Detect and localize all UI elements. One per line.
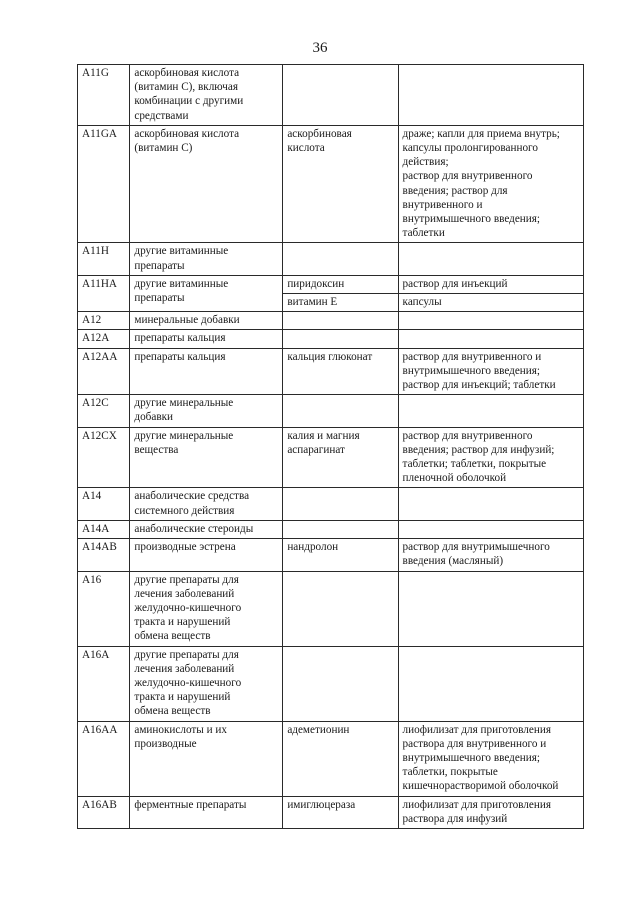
atc-code-cell: A11GA — [78, 125, 130, 243]
pharmacological-group-cell: другие препараты для лечения заболеваний желудочно-кишечного тракта и нарушений обмена веществ — [130, 571, 283, 646]
drug-name-cell — [283, 348, 398, 395]
dosage-form-cell — [398, 348, 583, 395]
drug-name: витамин Е — [283, 293, 397, 309]
pharmacological-group-cell: другие препараты для лечения заболеваний желудочно-кишечного тракта и нарушений обмена веществ — [130, 646, 283, 721]
drug-name-cell — [283, 520, 398, 538]
atc-code-cell: A12AA — [78, 348, 130, 395]
atc-code-cell: A11G — [78, 65, 130, 126]
pharmacological-group-cell: минеральные добавки — [130, 312, 283, 330]
atc-code-cell: A12CX — [78, 427, 130, 488]
dosage-form: драже; капли для приема внутрь; капсулы пролонгированного действия; раствор для внутривенного введения; раствор для внутривенного и внутримышечного введения; таблетки — [402, 127, 560, 240]
table-body — [78, 65, 584, 829]
table-row — [78, 488, 584, 520]
table-row — [78, 721, 584, 796]
dosage-form-cell — [398, 796, 583, 828]
atc-code-cell: A11H — [78, 243, 130, 275]
atc-code-cell: A12A — [78, 330, 130, 348]
atc-code-cell: A16 — [78, 571, 130, 646]
pharmacological-group-cell: производные эстрена — [130, 539, 283, 571]
drug-name: аскорбиновая кислота — [287, 127, 352, 155]
dosage-form-cell — [398, 646, 583, 721]
drug-name: нандролон — [287, 541, 339, 554]
table-row — [78, 243, 584, 275]
dosage-form: раствор для инъекций — [402, 277, 508, 290]
dosage-form-cell — [398, 427, 583, 488]
drug-name: пиридоксин — [287, 277, 345, 290]
dosage-form-cell — [398, 488, 583, 520]
table-row — [78, 427, 584, 488]
dosage-form-cell — [398, 275, 583, 311]
table-row — [78, 330, 584, 348]
atc-code-cell: A12 — [78, 312, 130, 330]
atc-code-cell: A12C — [78, 395, 130, 427]
atc-code-cell: A14A — [78, 520, 130, 538]
pharmacological-group-cell: препараты кальция — [130, 348, 283, 395]
drug-name: имиглюцераза — [287, 798, 356, 811]
pharmacological-group-cell: другие витаминные препараты — [130, 275, 283, 311]
drug-name-cell — [283, 330, 398, 348]
dosage-form: раствор для внутривенного и внутримышечного введения; раствор для инъекций; таблетки — [402, 350, 556, 392]
drug-name-cell — [283, 721, 398, 796]
drug-name-cell — [283, 65, 398, 126]
pharmacological-group-cell: аминокислоты и их производные — [130, 721, 283, 796]
table-row — [78, 348, 584, 395]
atc-code-cell: A16AA — [78, 721, 130, 796]
pharmacological-group-cell: ферментные препараты — [130, 796, 283, 828]
table-row — [78, 125, 584, 243]
table-row — [78, 395, 584, 427]
pharmacological-group-cell: другие витаминные препараты — [130, 243, 283, 275]
dosage-form-cell — [398, 571, 583, 646]
table-row — [78, 65, 584, 126]
dosage-form-cell — [398, 721, 583, 796]
dosage-form-cell — [398, 520, 583, 538]
table-row — [78, 275, 584, 311]
drug-name-cell — [283, 539, 398, 571]
dosage-form: лиофилизат для приготовления раствора для внутривенного и внутримышечного введения; таблетки, покрытые кишечнорастворимой оболочкой — [402, 723, 559, 793]
pharmacological-group-cell: другие минеральные вещества — [130, 427, 283, 488]
dosage-form: лиофилизат для приготовления раствора для инфузий — [402, 798, 551, 825]
pharmacological-group-cell: аскорбиновая кислота (витамин С) — [130, 125, 283, 243]
drug-name: калия и магния аспарагинат — [287, 429, 360, 456]
pharmacological-group-cell: препараты кальция — [130, 330, 283, 348]
drug-name-cell — [283, 125, 398, 243]
dosage-form-cell — [398, 243, 583, 275]
dosage-form-cell — [398, 312, 583, 330]
pharmacological-group-cell: другие минеральные добавки — [130, 395, 283, 427]
table-row — [78, 571, 584, 646]
drug-name-cell — [283, 571, 398, 646]
drug-name-cell — [283, 796, 398, 828]
drug-name: кальция глюконат — [287, 350, 373, 363]
drug-name-cell — [283, 646, 398, 721]
dosage-form-cell — [398, 65, 583, 126]
pharmacological-group-cell: анаболические средства системного действия — [130, 488, 283, 520]
drug-classification-table — [77, 64, 584, 829]
dosage-form-cell — [398, 395, 583, 427]
table-row — [78, 646, 584, 721]
drug-name-cell — [283, 427, 398, 488]
drug-name-cell — [283, 275, 398, 311]
drug-name-cell — [283, 488, 398, 520]
pharmacological-group-cell: аскорбиновая кислота (витамин С), включая комбинации с другими средствами — [130, 65, 283, 126]
dosage-form: капсулы — [399, 293, 583, 309]
dosage-form: раствор для внутримышечного введения (масляный) — [402, 541, 550, 568]
atc-code-cell: A14AB — [78, 539, 130, 571]
drug-name-cell — [283, 395, 398, 427]
table-row — [78, 539, 584, 571]
dosage-form: раствор для внутривенного введения; раствор для инфузий; таблетки; таблетки, покрытые пленочной оболочкой — [402, 429, 555, 485]
atc-code-cell: A16AB — [78, 796, 130, 828]
atc-code-cell: A11HA — [78, 275, 130, 311]
atc-code-cell: A16A — [78, 646, 130, 721]
page-number: 36 — [312, 40, 328, 56]
table-row — [78, 520, 584, 538]
table-row — [78, 312, 584, 330]
dosage-form-cell — [398, 330, 583, 348]
drug-name: адеметионин — [287, 723, 350, 736]
drug-name-cell — [283, 243, 398, 275]
table-row — [78, 796, 584, 828]
dosage-form-cell — [398, 539, 583, 571]
drug-name-cell — [283, 312, 398, 330]
atc-code-cell: A14 — [78, 488, 130, 520]
pharmacological-group-cell: анаболические стероиды — [130, 520, 283, 538]
dosage-form-cell — [398, 125, 583, 243]
